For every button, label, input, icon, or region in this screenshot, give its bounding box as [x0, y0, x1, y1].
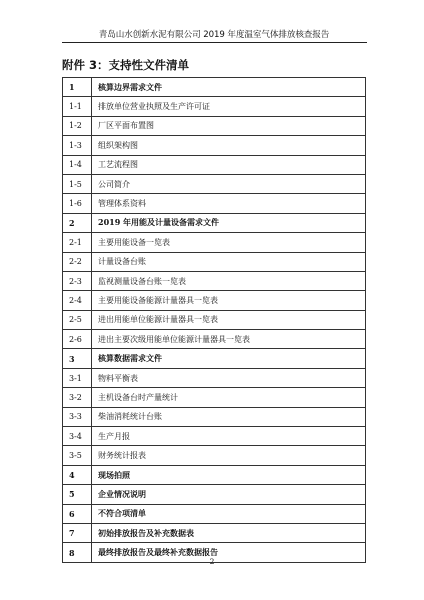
row-document-name: 管理体系资料	[92, 194, 366, 213]
table-row	[63, 136, 366, 155]
table-row	[63, 349, 366, 368]
row-document-name: 初始排放报告及补充数据表	[92, 523, 366, 542]
row-number: 1-4	[63, 155, 92, 174]
row-number: 2-3	[63, 271, 92, 290]
table-row	[63, 368, 366, 387]
table-row	[63, 465, 366, 484]
row-document-name: 工艺流程图	[92, 155, 366, 174]
table-row	[63, 388, 366, 407]
row-number: 1-2	[63, 116, 92, 135]
row-number: 2-4	[63, 291, 92, 310]
row-number: 1-5	[63, 174, 92, 193]
row-number: 4	[63, 465, 92, 484]
header-rule	[62, 42, 367, 43]
row-number: 2-1	[63, 233, 92, 252]
row-document-name: 物料平衡表	[92, 368, 366, 387]
row-number: 3-3	[63, 407, 92, 426]
row-document-name: 现场拍照	[92, 465, 366, 484]
table-row	[63, 504, 366, 523]
row-number: 1	[63, 78, 92, 97]
row-number: 3-2	[63, 388, 92, 407]
row-document-name: 2019 年用能及计量设备需求文件	[92, 213, 366, 232]
row-number: 1-3	[63, 136, 92, 155]
row-document-name: 进出用能单位能源计量器具一览表	[92, 310, 366, 329]
table-row	[63, 523, 366, 542]
page-number: 2	[209, 557, 215, 566]
table-row	[63, 310, 366, 329]
row-document-name: 公司简介	[92, 174, 366, 193]
row-number: 3-4	[63, 427, 92, 446]
table-row	[63, 271, 366, 290]
row-number: 5	[63, 485, 92, 504]
row-document-name: 主要用能设备能源计量器具一览表	[92, 291, 366, 310]
table-row	[63, 291, 366, 310]
appendix-title: 附件 3：支持性文件清单	[62, 58, 190, 72]
table-row	[63, 213, 366, 232]
row-document-name: 生产月报	[92, 427, 366, 446]
row-document-name: 主要用能设备一览表	[92, 233, 366, 252]
row-number: 3-5	[63, 446, 92, 465]
row-document-name: 厂区平面布置图	[92, 116, 366, 135]
row-number: 2	[63, 213, 92, 232]
table-row	[63, 485, 366, 504]
row-number: 2-6	[63, 330, 92, 349]
row-document-name: 监视测量设备台账一览表	[92, 271, 366, 290]
table-row	[63, 174, 366, 193]
table-row	[63, 233, 366, 252]
row-number: 3	[63, 349, 92, 368]
row-document-name: 核算数据需求文件	[92, 349, 366, 368]
table-row	[63, 330, 366, 349]
page-header: 青岛山水创新水泥有限公司 2019 年度温室气体排放核查报告	[98, 30, 330, 40]
row-document-name: 不符合项清单	[92, 504, 366, 523]
document-list-table	[62, 77, 366, 563]
row-number: 1-6	[63, 194, 92, 213]
table-row	[63, 194, 366, 213]
row-document-name: 组织架构图	[92, 136, 366, 155]
row-number: 2-2	[63, 252, 92, 271]
table-row	[63, 155, 366, 174]
row-document-name: 计量设备台账	[92, 252, 366, 271]
row-document-name: 进出主要次级用能单位能源计量器具一览表	[92, 330, 366, 349]
table-row	[63, 407, 366, 426]
table-row	[63, 78, 366, 97]
row-document-name: 主机设备台时产量统计	[92, 388, 366, 407]
row-document-name: 企业情况说明	[92, 485, 366, 504]
row-document-name: 核算边界需求文件	[92, 78, 366, 97]
table-row	[63, 446, 366, 465]
row-number: 6	[63, 504, 92, 523]
row-number: 7	[63, 523, 92, 542]
row-number: 3-1	[63, 368, 92, 387]
row-document-name: 最终排放报告及最终补充数据报告	[92, 543, 366, 562]
row-document-name: 排放单位营业执照及生产许可证	[92, 97, 366, 116]
table-row	[63, 116, 366, 135]
table-row	[63, 97, 366, 116]
row-number: 1-1	[63, 97, 92, 116]
row-document-name: 财务统计报表	[92, 446, 366, 465]
row-number: 8	[63, 543, 92, 562]
table-row	[63, 252, 366, 271]
row-document-name: 柴油消耗统计台账	[92, 407, 366, 426]
table-row	[63, 427, 366, 446]
row-number: 2-5	[63, 310, 92, 329]
